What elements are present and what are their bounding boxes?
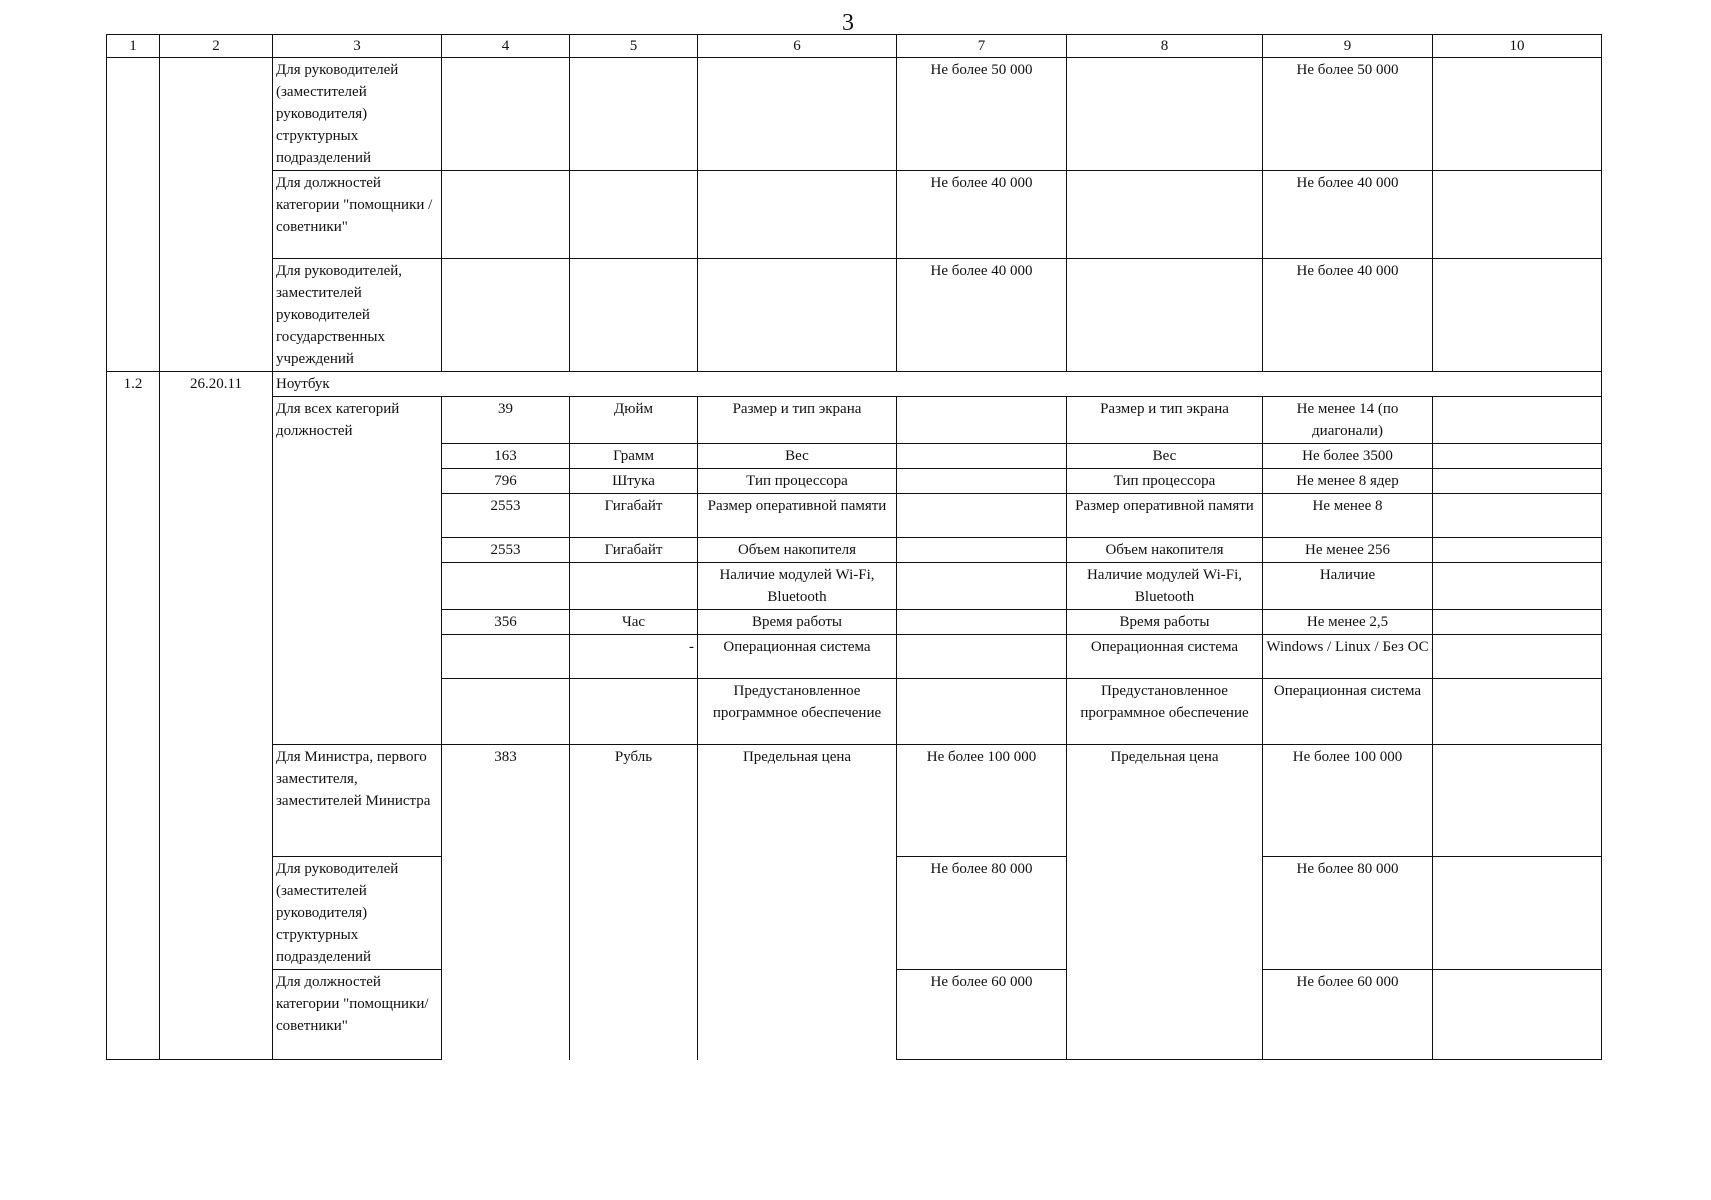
cell-empty bbox=[442, 171, 570, 259]
category-cell: Для всех категорий должностей bbox=[273, 397, 442, 745]
cell-empty bbox=[897, 563, 1067, 610]
code-cell bbox=[442, 679, 570, 745]
table-row bbox=[107, 58, 1602, 171]
value-cell: Не менее 256 bbox=[1263, 538, 1433, 563]
value-cell: Не менее 8 bbox=[1263, 494, 1433, 538]
characteristic-cell: Размер и тип экрана bbox=[1067, 397, 1263, 444]
characteristic-cell: Тип процессора bbox=[1067, 469, 1263, 494]
characteristic-cell: Время работы bbox=[698, 610, 897, 635]
characteristic-cell: Предустановленное программное обеспечение bbox=[698, 679, 897, 745]
value-cell: Не более 50 000 bbox=[1263, 58, 1433, 171]
characteristic-cell: Размер оперативной памяти bbox=[1067, 494, 1263, 538]
characteristic-cell: Наличие модулей Wi-Fi, Bluetooth bbox=[1067, 563, 1263, 610]
code-cell bbox=[442, 635, 570, 679]
unit-cell: Рубль bbox=[570, 745, 698, 1060]
cell-empty bbox=[1433, 397, 1602, 444]
cell-empty bbox=[1067, 259, 1263, 372]
table-row bbox=[107, 397, 1602, 444]
value-cell: Не более 100 000 bbox=[1263, 745, 1433, 857]
value-cell: Не более 100 000 bbox=[897, 745, 1067, 857]
cell-empty bbox=[1433, 970, 1602, 1060]
cell-empty bbox=[698, 58, 897, 171]
section-number: 1.2 bbox=[107, 372, 160, 1060]
column-header: 1 bbox=[107, 35, 160, 58]
column-header: 6 bbox=[698, 35, 897, 58]
cell-empty bbox=[1433, 171, 1602, 259]
column-header: 2 bbox=[160, 35, 273, 58]
unit-cell: Дюйм bbox=[570, 397, 698, 444]
value-cell: Не более 40 000 bbox=[1263, 171, 1433, 259]
code-cell: 796 bbox=[442, 469, 570, 494]
cell-empty bbox=[160, 58, 273, 372]
characteristic-cell: Размер и тип экрана bbox=[698, 397, 897, 444]
cell-empty bbox=[1067, 58, 1263, 171]
unit-cell: Гигабайт bbox=[570, 538, 698, 563]
code-cell: 163 bbox=[442, 444, 570, 469]
unit-cell: Час bbox=[570, 610, 698, 635]
cell-empty bbox=[107, 58, 160, 372]
cell-empty bbox=[1433, 538, 1602, 563]
characteristic-cell: Наличие модулей Wi-Fi, Bluetooth bbox=[698, 563, 897, 610]
characteristic-cell: Операционная система bbox=[698, 635, 897, 679]
characteristic-cell: Объем накопителя bbox=[698, 538, 897, 563]
cell-empty bbox=[897, 444, 1067, 469]
value-cell: Наличие bbox=[1263, 563, 1433, 610]
characteristic-cell: Предельная цена bbox=[698, 745, 897, 1060]
characteristic-cell: Предустановленное программное обеспечение bbox=[1067, 679, 1263, 745]
table-row bbox=[107, 745, 1602, 857]
unit-cell bbox=[570, 679, 698, 745]
cell-empty bbox=[897, 679, 1067, 745]
section-row bbox=[107, 372, 1602, 397]
code-cell: 39 bbox=[442, 397, 570, 444]
value-cell: Не более 60 000 bbox=[1263, 970, 1433, 1060]
value-cell: Windows / Linux / Без ОС bbox=[1263, 635, 1433, 679]
category-cell: Для руководителей, заместителей руководителей государственных учреждений bbox=[273, 259, 442, 372]
code-cell bbox=[442, 563, 570, 610]
cell-empty bbox=[1433, 259, 1602, 372]
characteristic-cell: Операционная система bbox=[1067, 635, 1263, 679]
column-header: 10 bbox=[1433, 35, 1602, 58]
code-cell: 356 bbox=[442, 610, 570, 635]
cell-empty bbox=[897, 469, 1067, 494]
cell-empty bbox=[570, 171, 698, 259]
column-header: 9 bbox=[1263, 35, 1433, 58]
requirements-table bbox=[106, 34, 1602, 1060]
cell-empty bbox=[1433, 610, 1602, 635]
cell-empty bbox=[570, 259, 698, 372]
cell-empty bbox=[1433, 745, 1602, 857]
value-cell: Не более 40 000 bbox=[1263, 259, 1433, 372]
characteristic-cell: Объем накопителя bbox=[1067, 538, 1263, 563]
value-cell: Не менее 8 ядер bbox=[1263, 469, 1433, 494]
category-cell: Для должностей категории "помощники / советники" bbox=[273, 171, 442, 259]
column-header: 7 bbox=[897, 35, 1067, 58]
cell-empty bbox=[442, 259, 570, 372]
cell-empty bbox=[570, 58, 698, 171]
characteristic-cell: Предельная цена bbox=[1067, 745, 1263, 1060]
cell-empty bbox=[1433, 857, 1602, 970]
cell-empty bbox=[897, 494, 1067, 538]
cell-empty bbox=[1433, 563, 1602, 610]
value-cell: Не менее 2,5 bbox=[1263, 610, 1433, 635]
characteristic-cell: Вес bbox=[1067, 444, 1263, 469]
cell-empty bbox=[442, 58, 570, 171]
column-header: 5 bbox=[570, 35, 698, 58]
category-cell: Для руководителей (заместителей руководителя) структурных подразделений bbox=[273, 58, 442, 171]
column-header: 4 bbox=[442, 35, 570, 58]
value-cell: Не более 40 000 bbox=[897, 259, 1067, 372]
value-cell: Операционная система bbox=[1263, 679, 1433, 745]
page-number: 3 bbox=[842, 10, 854, 36]
table-row bbox=[107, 171, 1602, 259]
code-cell: 2553 bbox=[442, 538, 570, 563]
unit-cell: Штука bbox=[570, 469, 698, 494]
section-code: 26.20.11 bbox=[160, 372, 273, 1060]
cell-empty bbox=[897, 610, 1067, 635]
cell-empty bbox=[1433, 58, 1602, 171]
cell-empty bbox=[698, 259, 897, 372]
cell-empty bbox=[698, 171, 897, 259]
cell-empty bbox=[897, 397, 1067, 444]
cell-empty bbox=[1433, 679, 1602, 745]
value-cell: Не более 80 000 bbox=[1263, 857, 1433, 970]
value-cell: Не более 50 000 bbox=[897, 58, 1067, 171]
cell-empty bbox=[1067, 171, 1263, 259]
value-cell: Не более 80 000 bbox=[897, 857, 1067, 970]
column-header: 3 bbox=[273, 35, 442, 58]
cell-empty bbox=[1433, 635, 1602, 679]
section-title: Ноутбук bbox=[273, 372, 1602, 397]
category-cell: Для должностей категории "помощники/советники" bbox=[273, 970, 442, 1060]
cell-empty bbox=[1433, 494, 1602, 538]
cell-empty bbox=[897, 538, 1067, 563]
value-cell: Не менее 14 (по диагонали) bbox=[1263, 397, 1433, 444]
value-cell: Не более 3500 bbox=[1263, 444, 1433, 469]
value-cell: Не более 40 000 bbox=[897, 171, 1067, 259]
cell-empty bbox=[1433, 444, 1602, 469]
value-cell: Не более 60 000 bbox=[897, 970, 1067, 1060]
code-cell: 383 bbox=[442, 745, 570, 1060]
unit-cell: Гигабайт bbox=[570, 494, 698, 538]
column-header-row bbox=[107, 35, 1602, 58]
unit-cell: Грамм bbox=[570, 444, 698, 469]
category-cell: Для руководителей (заместителей руководителя) структурных подразделений bbox=[273, 857, 442, 970]
cell-empty bbox=[1433, 469, 1602, 494]
characteristic-cell: Тип процессора bbox=[698, 469, 897, 494]
column-header: 8 bbox=[1067, 35, 1263, 58]
unit-cell: - bbox=[570, 635, 698, 679]
cell-empty bbox=[897, 635, 1067, 679]
code-cell: 2553 bbox=[442, 494, 570, 538]
table-row bbox=[107, 259, 1602, 372]
category-cell: Для Министра, первого заместителя, заместителей Министра bbox=[273, 745, 442, 857]
unit-cell bbox=[570, 563, 698, 610]
characteristic-cell: Время работы bbox=[1067, 610, 1263, 635]
characteristic-cell: Вес bbox=[698, 444, 897, 469]
characteristic-cell: Размер оперативной памяти bbox=[698, 494, 897, 538]
